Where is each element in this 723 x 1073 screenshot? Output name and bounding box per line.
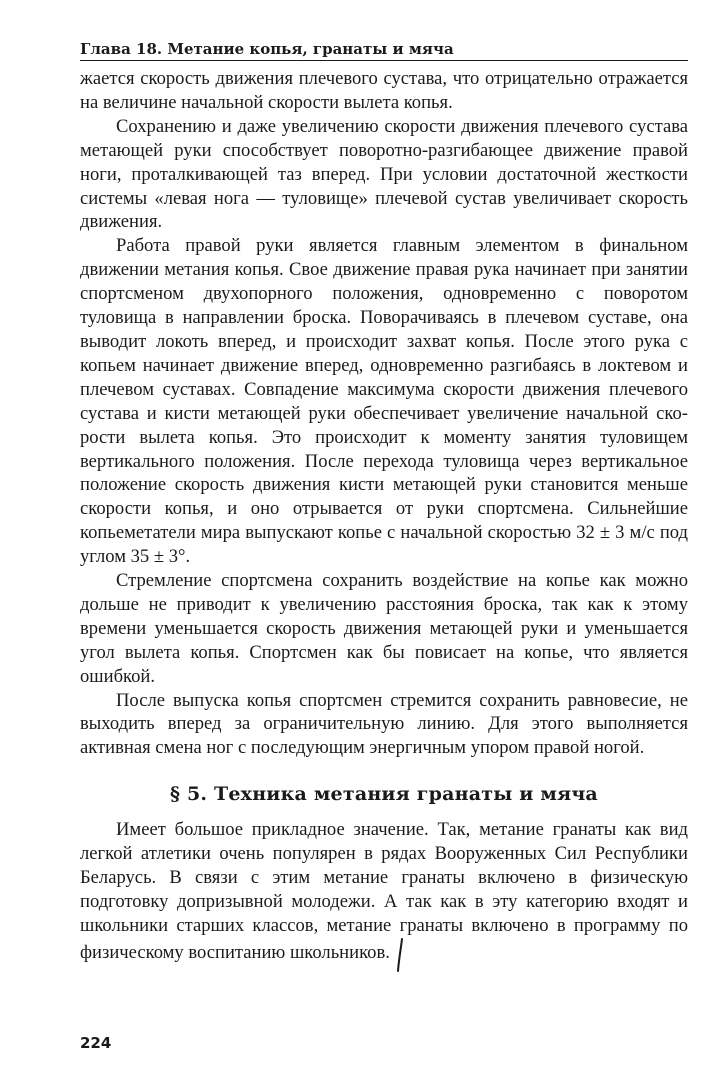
paragraph-section xyxy=(80,818,688,972)
paragraph-4: Стремление спортсмена сохранить воздействие на копье как можно дольше не приводит к увеличению расстояния броска, так как к этому времени уменьшается скорость движения метающей руки и уменьшается угол вылета копья. Спортсмен как бы повисает на копье, что является ошибкой. xyxy=(80,570,688,687)
running-head: Глава 18. Метание копья, гранаты и мяча xyxy=(80,38,688,61)
section-heading: § 5. Техника метания гранаты и мяча xyxy=(170,783,598,806)
book-page xyxy=(80,38,688,972)
paragraph-1: жается скорость движения плечевого сустава, что отрицательно отражается на величине начальной скорости вылета копья. xyxy=(80,68,688,113)
page-number: 224 xyxy=(80,1034,112,1052)
section-body-text xyxy=(80,818,688,972)
paragraph-2: Сохранению и даже увеличению скорости движения плечевого сустава метающей руки способствует поворотно-разгибающее движение правой ноги, проталкивающей таз вперед. При условии достаточной жесткости системы «левая нога — туловище» плечевой сустав увеличивает скорость движения. xyxy=(80,115,688,233)
pen-mark-icon xyxy=(395,938,405,972)
paragraph-section-text: Имеет большое прикладное значение. Так, метание гранаты как вид легкой атлетики очень популярен в рядах Вооруженных Сил Республики Беларусь. В связи с этим метание гранаты включено в физическую подготовку допризывной молодежи. А так как в эту категорию входят и школьники старших классов, метание гранаты включено в программу по физическому воспитанию школьников. xyxy=(80,819,688,963)
paragraph-5: После выпуска копья спортсмен стремится сохранить равновесие, не выходить вперед за ограничительную линию. Для этого выполняется активная смена ног с последующим энергичным упором правой ногой. xyxy=(80,689,688,759)
paragraph-3: Работа правой руки является главным элементом в финальном движении метания копья. Свое движение правая рука начинает при занятии спортсменом двухопорного положения, одновременно с поворотом туловища в направлении броска. Поворачиваясь в плечевом суставе, она выводит локоть вперед, и происходит захват копья. После этого рука с копьем начинает движение вперед, одновременно разгибаясь в локтевом и плечевом суставах. Совпадение максимума скорости движения плечевого сустава и кисти метающей руки обеспечивает увеличение начальной скорости вылета копья. Это происходит к моменту занятия туловищем вертикального положения. После перехода туловища через вертикальное положение скорость движения кисти метающей руки становится меньше скорости копья, и оно отрывается от руки спортсмена. Сильнейшие копьеметатели мира выпускают копье с начальной скоростью 32 ± 3 м/с под углом 35 ± 3°. xyxy=(80,235,688,568)
body-text xyxy=(80,67,688,760)
